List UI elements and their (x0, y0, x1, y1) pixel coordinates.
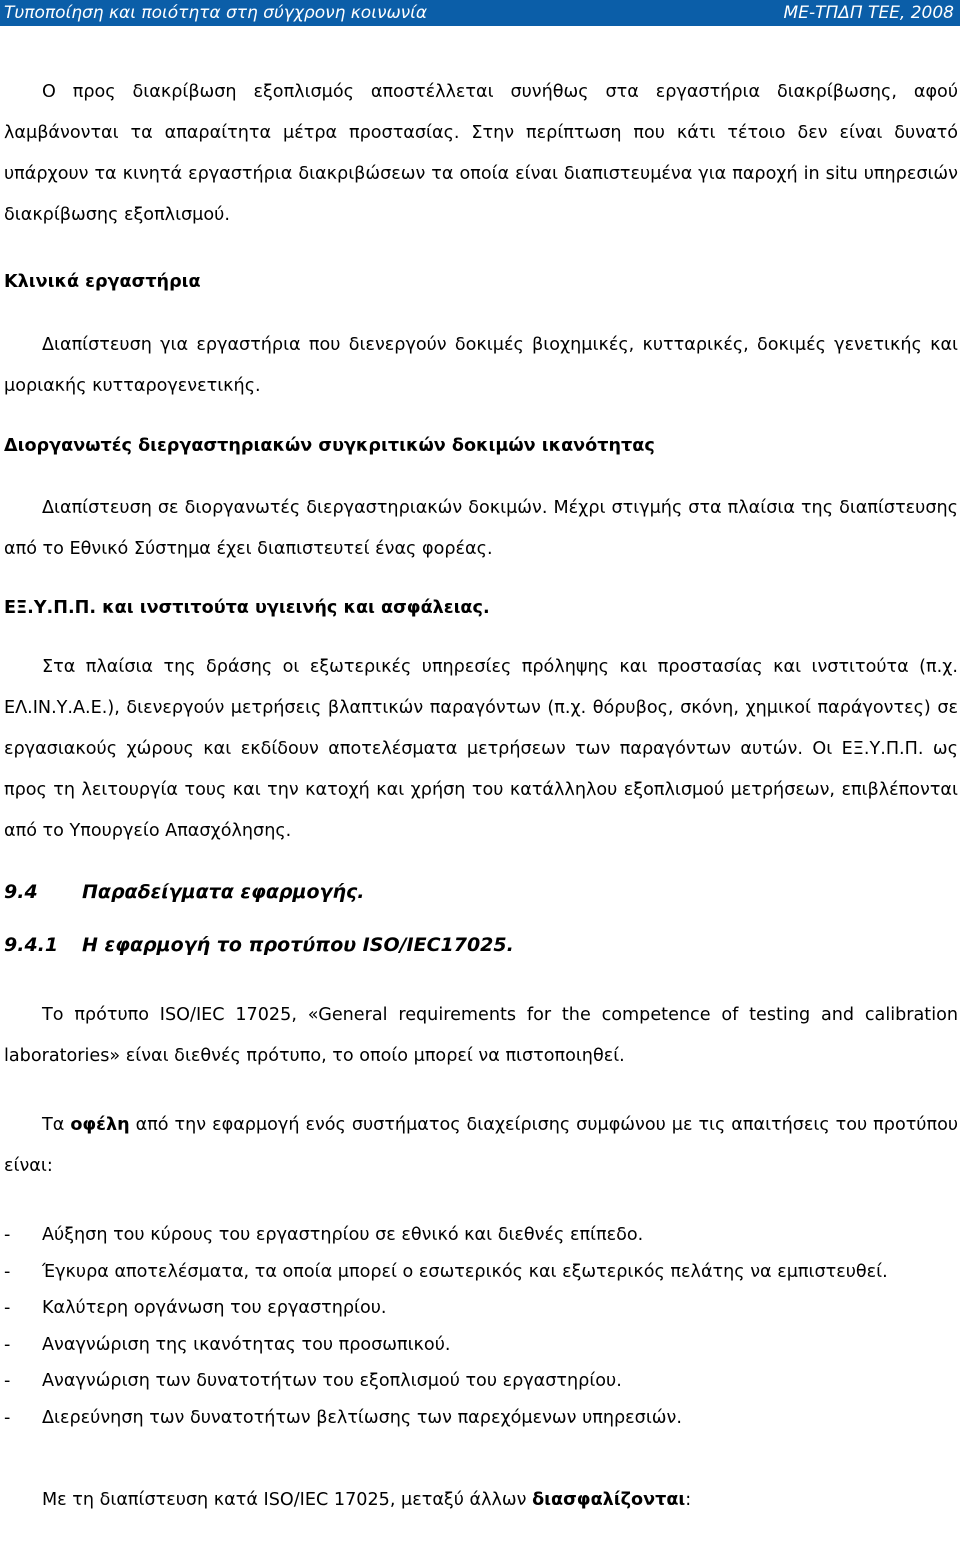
list-item-text: Καλύτερη οργάνωση του εργαστηρίου. (42, 1298, 387, 1318)
list-item (4, 1327, 958, 1364)
organizers-heading: Διοργανωτές διεργαστηριακών συγκριτικών δοκιμών ικανότητας (4, 436, 655, 456)
organizers-paragraph: Διαπίστευση σε διοργανωτές διεργαστηριακών δοκιμών. Μέχρι στιγμής στα πλαίσια της διαπίστευσης από το Εθνικό Σύστημα έχει διαπιστευτεί ένας φορέας. (4, 498, 958, 559)
list-item-text: Αναγνώριση της ικανότητας του προσωπικού. (42, 1334, 451, 1355)
standard-paragraph: Το πρότυπο ISO/IEC 17025, «General requirements for the competence of testing and calibration laboratories» είναι διεθνές πρότυπο, το οποίο μπορεί να πιστοποιηθεί. (4, 1005, 958, 1066)
exypp-paragraph: Στα πλαίσια της δράσης οι εξωτερικές υπηρεσίες πρόληψης και προστασίας και ινστιτούτα (π.χ. ΕΛ.ΙΝ.Υ.Α.Ε.), διενεργούν μετρήσεις βλαπτικών παραγόντων (π.χ. θόρυβος, σκόνη, χημικοί παράγοντες) σε εργασιακούς χώρους και εκδίδουν αποτελέσματα μετρήσεων των παραγόντων αυτών. Οι ΕΞ.Υ.Π.Π. ως προς τη λειτουργία τους και την κατοχή και χρήση του κατάλληλου εξοπλισμού μετρήσεων, επιβλέπονται από το Υπουργείο Απασχόλησης. (4, 657, 958, 841)
document-body (4, 72, 958, 1521)
dash-bullet: - (4, 1298, 11, 1318)
closing-after: : (685, 1490, 692, 1510)
closing-before: Με τη διαπίστευση κατά ISO/IEC 17025, μεταξύ άλλων (42, 1490, 533, 1510)
dash-bullet: - (4, 1334, 11, 1355)
list-item-text: Αναγνώριση των δυνατοτήτων του εξοπλισμού του εργαστηρίου. (42, 1371, 622, 1391)
section-title: Παραδείγματα εφαρμογής. (82, 881, 365, 903)
clinical-paragraph: Διαπίστευση για εργαστήρια που διενεργούν δοκιμές βιοχημικές, κυτταρικές, δοκιμές γενετικής και μοριακής κυτταρογενετικής. (4, 335, 958, 396)
list-item-text: Διερεύνηση των δυνατοτήτων βελτίωσης των παρεχόμενων υπηρεσιών. (42, 1407, 682, 1428)
dash-bullet: - (4, 1225, 11, 1245)
list-item (4, 1254, 958, 1291)
subsection-number: 9.4.1 (4, 934, 59, 956)
section-heading (4, 872, 958, 913)
benefits-keyword: οφέλη (70, 1115, 130, 1135)
benefits-intro-after: από την εφαρμογή ενός συστήματος διαχείρισης συμφώνου με τις απαιτήσεις του προτύπου είναι: (4, 1115, 959, 1176)
intro-paragraph: Ο προς διακρίβωση εξοπλισμός αποστέλλεται συνήθως στα εργαστήρια διακρίβωσης, αφού λαμβάνονται τα απαραίτητα μέτρα προστασίας. Στην περίπτωση που κάτι τέτοιο δεν είναι δυνατό υπάρχουν τα κινητά εργαστήρια διακριβώσεων τα οποία είναι διαπιστευμένα για παροχή in situ υπηρεσιών διακρίβωσης εξοπλισμού. (4, 82, 958, 225)
dash-bullet: - (4, 1407, 11, 1428)
exypp-heading: ΕΞ.Υ.Π.Π. και ινστιτούτα υγιεινής και ασφάλειας. (4, 598, 490, 618)
list-item (4, 1217, 958, 1254)
dash-bullet: - (4, 1261, 11, 1282)
page-header (0, 0, 960, 26)
list-item-text: Αύξηση του κύρους του εργαστηρίου σε εθνικό και διεθνές επίπεδο. (42, 1225, 644, 1245)
subsection-heading (4, 925, 958, 966)
list-item (4, 1290, 958, 1327)
dash-bullet: - (4, 1371, 11, 1391)
list-item (4, 1363, 958, 1400)
subsection-title: Η εφαρμογή το προτύπου ISO/IEC17025. (82, 934, 514, 956)
section-number: 9.4 (4, 881, 38, 903)
clinical-heading: Κλινικά εργαστήρια (4, 272, 201, 292)
list-item (4, 1400, 958, 1437)
benefits-intro-paragraph (4, 1105, 958, 1187)
benefits-intro-before: Τα (42, 1115, 71, 1135)
closing-paragraph (4, 1480, 958, 1521)
header-reference: ΜΕ-ΤΠΔΠ ΤΕΕ, 2008 (783, 3, 954, 23)
closing-keyword: διασφαλίζονται (532, 1490, 686, 1510)
header-title: Τυποποίηση και ποιότητα στη σύγχρονη κοινωνία (4, 3, 428, 23)
list-item-text: Έγκυρα αποτελέσματα, τα οποία μπορεί ο εσωτερικός και εξωτερικός πελάτης να εμπιστευθεί. (42, 1261, 888, 1282)
benefits-list (4, 1217, 958, 1436)
